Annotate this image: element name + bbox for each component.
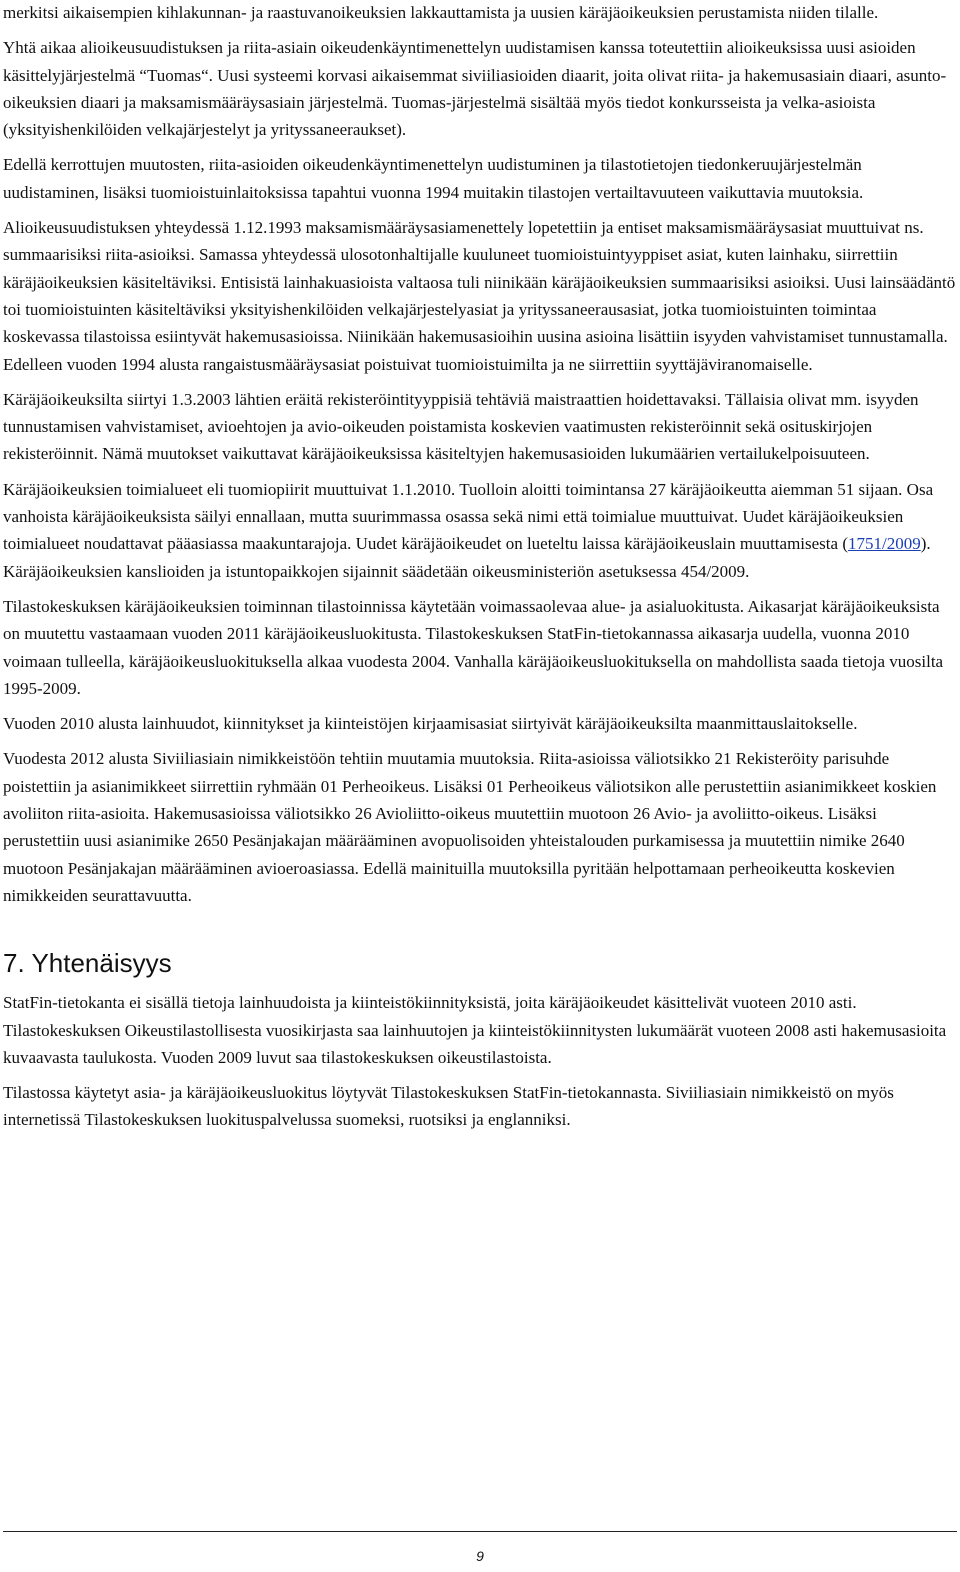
section-heading-consistency: 7. Yhtenäisyys <box>3 948 172 979</box>
paragraph-changes-1994: Edellä kerrottujen muutosten, riita-asioiden oikeudenkäyntimenettelyn uudistuminen ja tilastotietojen tiedonkeruujärjestelmän uudistaminen, lisäksi tuomioistuinlaitoksissa tapahtui vuonna 1994 muitakin tilastojen vertailtavuuteen vaikuttavia muutoksia. <box>3 155 864 202</box>
paragraph-summary-procedure: Alioikeusuudistuksen yhteydessä 1.12.1993 maksamismääräysasiamenettely lopetettiin ja entiset maksamismääräysasiat muuttuivat ns. summaarisiksi riita-asioiksi. Samassa yhteydessä ulosotonhaltijalle kuuluneet tuomioistuintyyppiset asiat, kuten lainhaku, siirrettiin käräjäoikeuksien käsiteltäviksi. Entisistä lainhakuasioista valtaosa tuli niinikään käräjäoikeuksien summaarisiksi asioiksi. Uusi lainsäädäntö toi tuomioistuinten käsiteltäviksi yksityishenkilöiden velkajärjestelyasiat ja yrityssaneerausasiat, jotka tuomioistuinten toimintaa koskevassa tilastoissa esiintyvät hakemusasioissa. Niinikään hakemusasioihin uusina asioina lisättiin isyyden vahvistamiset tunnustamalla. Edelleen vuoden 1994 alusta rangaistusmääräysasiat poistuivat tuomioistuimilta ja ne siirrettiin syyttäjäviranomaiselle. <box>3 218 956 374</box>
paragraph-land-registration: Vuoden 2010 alusta lainhuudot, kiinnitykset ja kiinteistöjen kirjaamisasiat siirtyivät käräjäoikeuksilta maanmittauslaitokselle. <box>3 714 858 734</box>
paragraph-tuomas-system: Yhtä aikaa alioikeusuudistuksen ja riita-asiain oikeudenkäyntimenettelyn uudistamisen kanssa toteutettiin alioikeuksissa uusi asioiden käsittelyjärjestelmä “Tuomas“. Uusi systeemi korvasi aikaisemmat siviiliasioiden diaarit, joita olivat riita- ja hakemusasiain diaari, asunto-oikeuksien diaari ja maksamismääräysasiain järjestelmä. Tuomas-järjestelmä sisältää myös tiedot konkursseista ja velka-asioista (yksityishenkilöiden velkajärjestelyt ja yrityssaneeraukset). <box>3 38 947 140</box>
court-districts-text-start: Käräjäoikeuksien toimialueet eli tuomiopiirit muuttuivat 1.1.2010. Tuolloin aloitti toimintansa 27 käräjäoikeutta aiemman 51 sijaan. Osa vanhoista käräjäoikeuksista säilyi ennallaan, mutta suurimmassa osassa sekä nimi että toimialue muuttuivat. Uudet käräjäoikeuksien toimialueet noudattavat pääasiassa maakuntarajoja. Uudet käräjäoikeudet on lueteltu laissa käräjäoikeuslain muuttamisesta ( <box>3 479 934 554</box>
paragraph-nomenclature-2012: Vuodesta 2012 alusta Siviiliasiain nimikkeistöön tehtiin muutamia muutoksia. Riita-asioissa väliotsikko 21 Rekisteröity parisuhde poistettiin ja asianimikkeet siirrettiin ryhmään 01 Perheoikeus. Lisäksi 01 Perheoikeus väliotsikon alle perustettiin asianimikkeet koskien avoliiton riita-asioita. Hakemusasioissa väliotsikko 26 Avioliitto-oikeus muutettiin muotoon 26 Avio- ja avoliitto-oikeus. Lisäksi perustettiin uusi asianimike 2650 Pesänjakajan määrääminen avopuolisoiden yhteistalouden purkamisessa ja muutettiin nimike 2640 muotoon Pesänjakajan määrääminen avioeroasiassa. Edellä mainituilla muutoksilla pyritään helpottamaan perheoikeutta koskevien nimikkeiden seurattavuutta. <box>3 749 937 905</box>
paragraph-registration-tasks: Käräjäoikeuksilta siirtyi 1.3.2003 lähtien eräitä rekisteröintityyppisiä tehtäviä maistraattien hoidettavaksi. Tällaisia olivat mm. isyyden tunnustamisen vahvistamiset, avioehtojen ja avio-oikeuden poistamista koskevien vaatimusten rekisteröinnit sekä osituskirjojen rekisteröinnit. Nämä muutokset vaikuttavat käräjäoikeuksissa käsiteltyjen hakemusasioiden lukumäärien vertailukelpoisuuteen. <box>3 389 919 464</box>
paragraph-court-districts <box>3 476 957 585</box>
law-1751-2009-link[interactable]: 1751/2009 <box>847 534 921 554</box>
court-districts-text-end: ). Käräjäoikeuksien kanslioiden ja istuntopaikkojen sijainnit säädetään oikeusministeriön asetuksessa 454/2009. <box>3 534 931 581</box>
paragraph-statfin-content: StatFin-tietokanta ei sisällä tietoja lainhuudoista ja kiinteistökiinnityksistä, joita käräjäoikeudet käsittelivät vuoteen 2010 asti. Tilastokeskuksen Oikeustilastollisesta vuosikirjasta saa lainhuutojen ja kiinteistökiinnitysten lukumäärät vuoteen 2008 asti hakemusasioita kuvaavasta taulukosta. Vuoden 2009 luvut saa tilastokeskuksen oikeustilastoista. <box>3 993 947 1067</box>
page-number: 9 <box>476 1548 484 1564</box>
document-body <box>3 0 957 1142</box>
paragraph-classification-availability: Tilastossa käytetyt asia- ja käräjäoikeusluokitus löytyvät Tilastokeskuksen StatFin-tietokannasta. Siviiliasiain nimikkeistö on myös internetissä Tilastokeskuksen luokituspalvelussa suomeksi, ruotsiksi ja englanniksi. <box>3 1083 894 1130</box>
paragraph-classification: Tilastokeskuksen käräjäoikeuksien toiminnan tilastoinnissa käytetään voimassaolevaa alue- ja asialuokitusta. Aikasarjat käräjäoikeuksista on muutettu vastaamaan vuoden 2011 käräjäoikeusluokitusta. Tilastokeskuksen StatFin-tietokannassa aikasarja uudella, vuonna 2010 voimaan tulleella, käräjäoikeusluokituksella alkaa vuodesta 2004. Vanhalla käräjäoikeusluokituksella on mahdollista saada tietoja vuosilta 1995-2009. <box>3 596 944 698</box>
paragraph-court-reform-end: merkitsi aikaisempien kihlakunnan- ja raastuvanoikeuksien lakkauttamista ja uusien käräjäoikeuksien perustamista niiden tilalle. <box>3 3 879 22</box>
footer-divider <box>3 1531 957 1532</box>
